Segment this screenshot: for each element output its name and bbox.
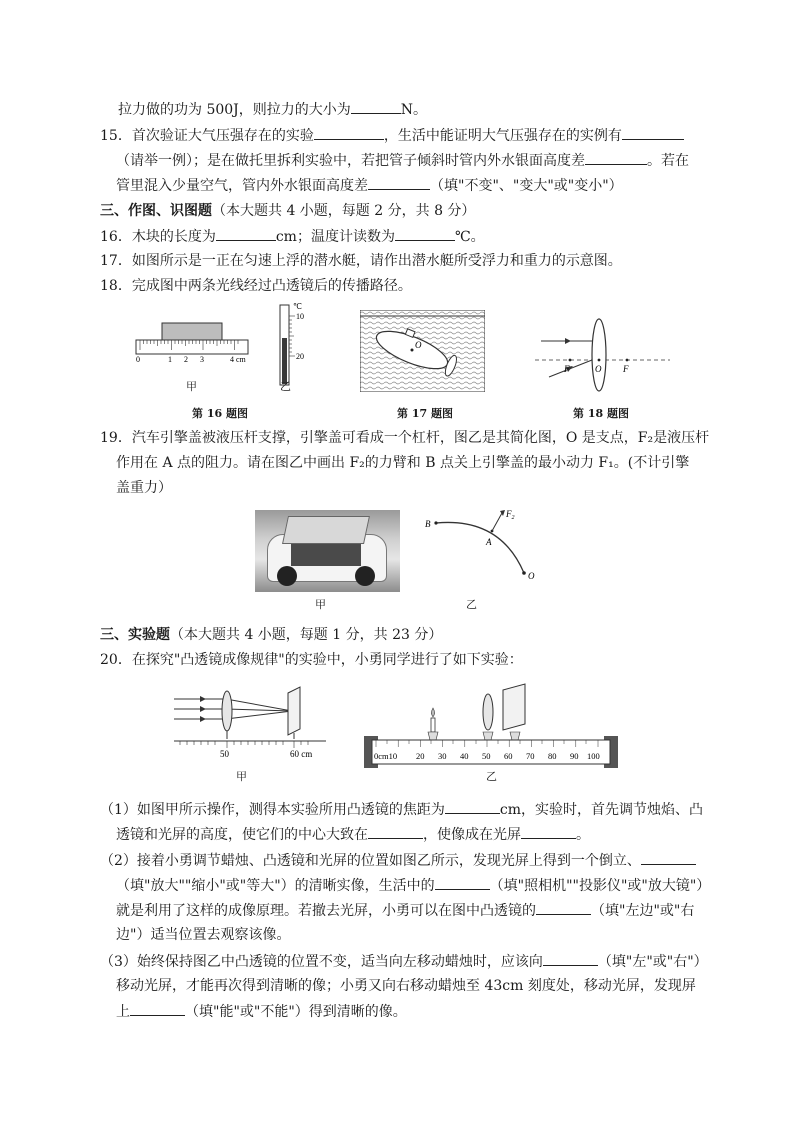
fig20-label-jia: 甲: [236, 770, 247, 783]
lens-holder: [483, 732, 493, 740]
q20-p3-text-c: 移动光屏，才能再次得到清晰的像；小勇又向右移动蜡烛至 43cm 刻度处，移动光屏，发现屏: [116, 978, 696, 994]
q20-part3-line-1: [100, 951, 708, 972]
bench-label-60-yi: 60: [504, 751, 513, 761]
q20-p3-blank-1[interactable]: [543, 951, 598, 966]
focus-left-label: F: [564, 364, 570, 374]
q15-blank-4[interactable]: [368, 175, 430, 190]
ruler-label-4: 4 cm: [230, 355, 246, 364]
q20-p2-text-c: （填"照相机""投影仪"或"放大镜"）: [489, 878, 711, 894]
point-A-label: A: [486, 537, 492, 547]
q20-p2-text-a: （2）接着小勇调节蜡烛、凸透镜和光屏的位置如图乙所示，发现光屏上得到一个倒立、: [100, 853, 641, 869]
q16-text-b: cm；温度计读数为: [275, 229, 395, 245]
lens-jia: [222, 691, 232, 731]
q14-text: 拉力做的功为 500J，则拉力的大小为: [118, 102, 351, 118]
car-engine: [291, 544, 361, 566]
q16-line: [100, 226, 485, 247]
bench-label-70: 70: [526, 751, 535, 761]
q20-p1-text-c: 透镜和光屏的高度，使它们的中心大致在: [116, 827, 368, 843]
q19-line-1: [100, 428, 709, 448]
pivot-O: [522, 571, 526, 575]
ray-parallel-arrow: [565, 338, 571, 344]
q20-p2-blank-2[interactable]: [435, 875, 490, 890]
car-hood: [282, 516, 370, 544]
bench-label-40: 40: [460, 751, 469, 761]
q20-p1-blank-2[interactable]: [368, 824, 423, 839]
bench-label-30: 30: [438, 751, 447, 761]
fig19-label-yi: 乙: [466, 598, 477, 611]
parallel-light-rays: [174, 699, 292, 719]
ruler-label-3: 3: [200, 355, 204, 364]
thermometer-ticks: [289, 316, 295, 356]
bench-label-80: 80: [548, 751, 557, 761]
force-F2-label: $F_2$: [506, 509, 515, 521]
bench-ticks-jia: [180, 741, 308, 748]
q20-p3-text-b: （填"左"或"右"）: [597, 954, 708, 970]
bench-label-60: 60 cm: [290, 749, 313, 759]
section-title: 三、作图、识图题: [100, 203, 212, 219]
fig20-optical-bench: [360, 680, 620, 768]
wood-block: [162, 323, 222, 340]
q17-text: 17．如图所示是一正在匀速上浮的潜水艇，请作出潜水艇所受浮力和重力的示意图。: [100, 253, 622, 269]
bench-label-50: 50: [220, 749, 229, 759]
section-title-2: 三、实验题: [100, 627, 170, 643]
q20-part2-line-1: [100, 850, 696, 871]
q15-line-3: [116, 175, 623, 196]
q20-p2-text-f: 边"）适当位置去观察该像。: [116, 927, 291, 943]
thermometer-label-10: 10: [296, 312, 304, 321]
fig20-focal-length-setup: [170, 683, 330, 763]
bench-label-90: 90: [570, 751, 579, 761]
lens-yi: [483, 694, 493, 730]
fig17-submarine: [360, 310, 485, 392]
force-F2-arrow: [492, 513, 502, 531]
q20-p1-text-a: （1）如图甲所示操作，测得本实验所用凸透镜的焦距为: [100, 802, 445, 818]
ruler-label-0: 0: [136, 355, 140, 364]
q15-blank-2[interactable]: [622, 125, 684, 140]
q15-line-1: [100, 125, 684, 146]
screen-holder: [510, 732, 520, 740]
focus-left: [569, 359, 572, 362]
q14-tail-line: [118, 99, 427, 120]
q15-text-b: ，生活中能证明大气压强存在的实例有: [383, 128, 622, 144]
pivot-O-label: O: [528, 571, 535, 581]
ray-arrow-3: [200, 716, 206, 722]
screen-yi: [503, 684, 525, 730]
bench-label-20: 20: [416, 751, 425, 761]
submarine-center: [411, 349, 414, 352]
ruler-label-2: 2: [184, 355, 188, 364]
section-header-drawing: [100, 201, 475, 221]
focus-right-label: F: [623, 364, 629, 374]
fig19-lever-diagram: [420, 505, 550, 590]
fig19-label-jia: 甲: [315, 598, 326, 611]
q20-p3-blank-2[interactable]: [130, 1001, 185, 1016]
q20-p2-blank-1[interactable]: [641, 850, 696, 865]
q20-p2-text-b: （填"放大""缩小"或"等大"）的清晰实像，生活中的: [116, 878, 435, 894]
q20-part2-line-2: [116, 875, 710, 896]
q15-text-a: 15．首次验证大气压强存在的实验: [100, 128, 314, 144]
q14-unit: N。: [400, 102, 428, 118]
bench-label-0-10: 0cm10: [374, 751, 398, 761]
q20-p1-text-b: cm，实验时，首先调节烛焰、凸: [499, 802, 704, 818]
fig18-convex-lens: [535, 305, 670, 395]
candle: [431, 718, 435, 732]
q16-blank-1[interactable]: [216, 226, 276, 241]
q20-p2-text-e: （填"左边"或"右: [591, 903, 695, 919]
focus-right: [626, 359, 629, 362]
fig16-caption: 第 16 题图: [192, 407, 248, 420]
q15-text-c: （请举一例）；是在做托里拆利实验中，若把管子倾斜时管内外水银面高度差: [116, 153, 585, 169]
q16-text-c: ℃。: [454, 229, 485, 245]
bench-label-100: 100: [587, 751, 600, 761]
thermometer-unit: ℃: [293, 302, 302, 311]
q20-part1-line-1: [100, 799, 703, 820]
point-B-label: B: [425, 519, 431, 529]
candle-holder: [428, 732, 438, 740]
q19-text-a: 19．汽车引擎盖被液压杆支撑，引擎盖可看成一个杠杆，图乙是其简化图，O 是支点，F₂是液压杆: [100, 430, 710, 446]
point-B: [434, 521, 437, 524]
bench-label-50-yi: 50: [482, 751, 491, 761]
q18-line: [100, 276, 412, 296]
optical-center: [598, 359, 601, 362]
q15-text-e: 管里混入少量空气，管内外水银面高度差: [116, 178, 368, 194]
optical-center-label: O: [595, 364, 602, 374]
section-desc-2: （本大题共 4 小题，每题 1 分，共 23 分）: [170, 627, 443, 643]
q20-part2-line-4: [116, 925, 290, 945]
fig17-caption: 第 17 题图: [397, 407, 453, 420]
q20-p2-blank-3[interactable]: [536, 900, 591, 915]
q20-part2-line-3: [116, 900, 694, 921]
q19-text-c: 盖重力）: [116, 480, 172, 496]
q15-line-2: [116, 150, 689, 171]
thermometer-label-20: 20: [296, 352, 304, 361]
q20-part3-line-3: [116, 1001, 407, 1022]
q20-part3-line-2: [116, 976, 696, 996]
q14-blank[interactable]: [351, 99, 401, 114]
q15-blank-3[interactable]: [585, 150, 647, 165]
q18-text: 18．完成图中两条光线经过凸透镜后的传播路径。: [100, 278, 412, 294]
fig16-ruler-thermometer: [130, 300, 320, 400]
submarine-center-label: O: [415, 340, 422, 350]
q20-p1-text-d: ，使像成在光屏: [423, 827, 521, 843]
q20-p2-text-d: 就是利用了这样的成像原理。若撤去光屏，小勇可以在图中凸透镜的: [116, 903, 536, 919]
car-wheel-right: [355, 566, 375, 586]
fig16-label-jia: 甲: [186, 380, 197, 393]
ray-arrow-1: [200, 696, 206, 702]
q15-text-f: （填"不变"、"变大"或"变小"）: [430, 178, 623, 194]
lens: [592, 319, 606, 391]
q20-line: [100, 650, 523, 670]
q16-text-a: 16．木块的长度为: [100, 229, 216, 245]
candle-flame: [432, 708, 435, 717]
q19-line-3: [116, 478, 172, 498]
q15-text-d: 。若在: [647, 153, 689, 169]
q20-p1-text-e: 。: [576, 827, 590, 843]
fig20-label-yi: 乙: [486, 770, 497, 783]
screen-jia: [288, 687, 300, 735]
q20-p3-text-a: （3）始终保持图乙中凸透镜的位置不变，适当向左移动蜡烛时，应该向: [100, 954, 543, 970]
q20-text: 20．在探究"凸透镜成像规律"的实验中，小勇同学进行了如下实验：: [100, 652, 523, 668]
q20-part1-line-2: [116, 824, 590, 845]
q20-p3-text-d: 上: [116, 1004, 130, 1020]
section-desc: （本大题共 4 小题，每题 2 分，共 8 分）: [212, 203, 476, 219]
fig18-caption: 第 18 题图: [573, 407, 629, 420]
q15-blank-1[interactable]: [314, 125, 384, 140]
car-wheel-left: [277, 566, 297, 586]
ruler-label-1: 1: [168, 355, 172, 364]
fig16-label-yi: 乙: [280, 380, 291, 393]
q17-line: [100, 251, 622, 271]
car-hood-photo: [255, 510, 400, 592]
q19-line-2: [116, 453, 689, 473]
q20-p1-blank-3[interactable]: [521, 824, 576, 839]
section-header-experiment: [100, 625, 442, 645]
q20-p3-text-e: （填"能"或"不能"）得到清晰的像。: [185, 1004, 407, 1020]
hood-lever-arc: [436, 522, 524, 573]
q16-blank-2[interactable]: [395, 226, 455, 241]
q20-p1-blank-1[interactable]: [445, 799, 500, 814]
ray-arrow-2: [200, 706, 206, 712]
q19-text-b: 作用在 A 点的阻力。请在图乙中画出 F₂的力臂和 B 点关上引擎盖的最小动力 F₁。(不计引擎: [116, 455, 690, 471]
